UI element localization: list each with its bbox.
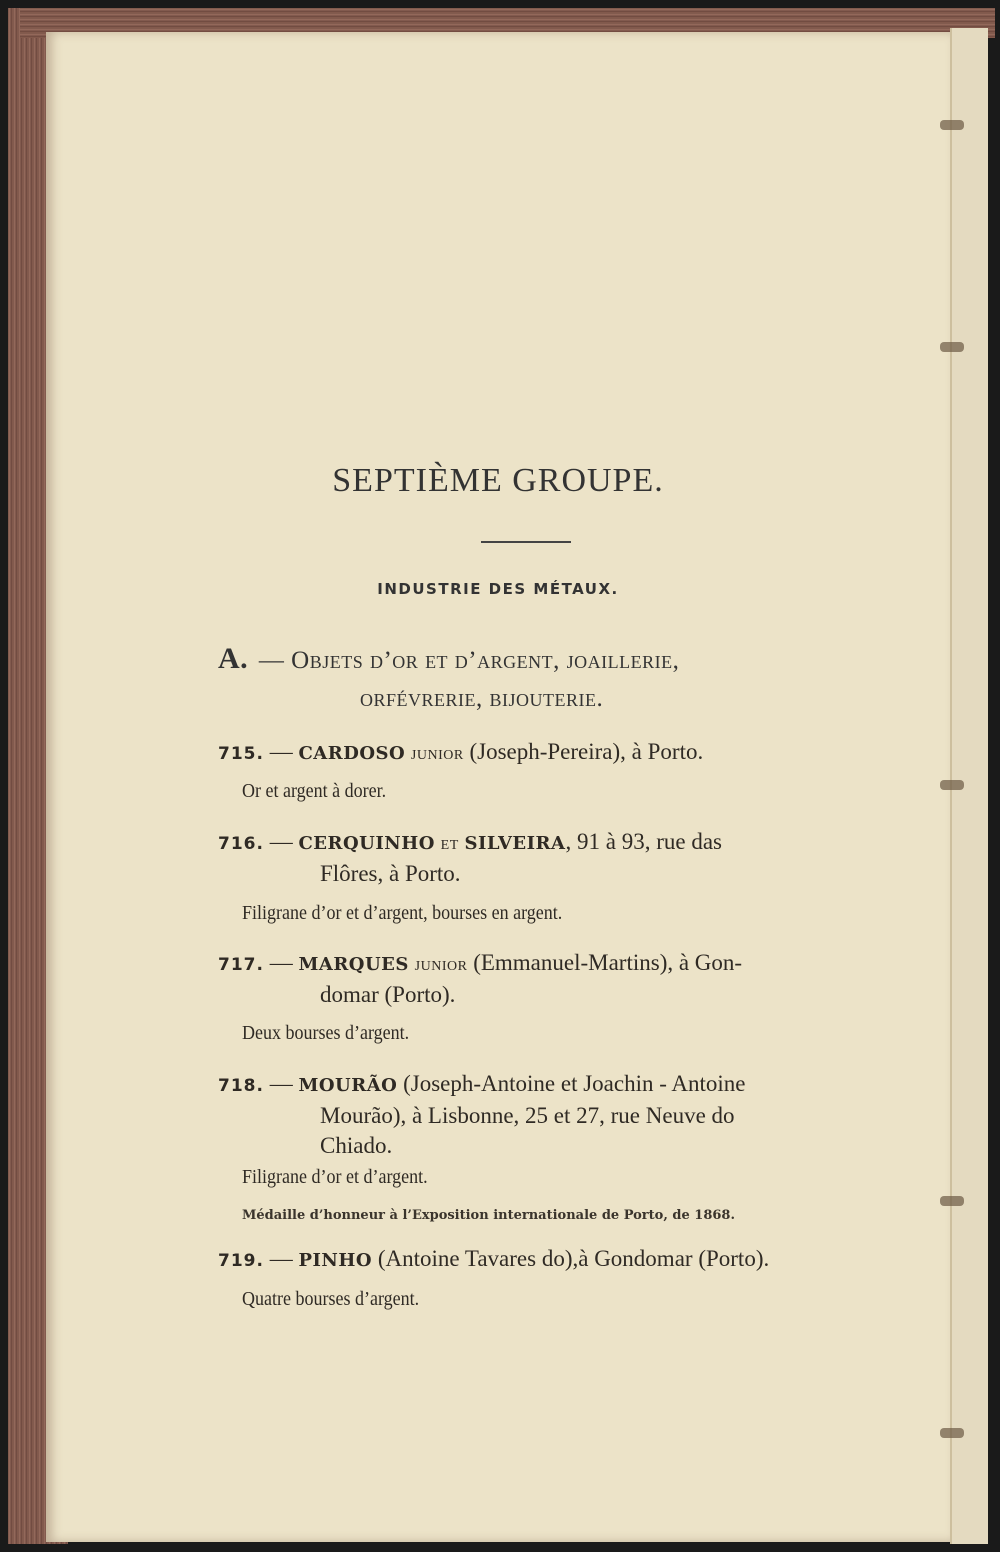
page-tab-marker xyxy=(940,1196,964,1206)
section-subtitle: INDUSTRIE DES MÉTAUX. xyxy=(377,580,619,598)
section-line1: Objets d’or et d’argent, joaillerie, xyxy=(291,647,680,674)
entry-description: Or et argent à dorer. xyxy=(242,780,387,802)
entry-description: Filigrane d’or et d’argent. xyxy=(242,1166,428,1188)
exhibitor-name: MOURÃO xyxy=(298,1075,398,1096)
section-dash: — xyxy=(258,647,285,674)
entry-description: Quatre bourses d’argent. xyxy=(242,1288,420,1310)
entry-716 xyxy=(218,827,858,889)
exhibitor-name: CERQUINHO xyxy=(298,833,435,854)
exhibitor-details-cont-2: Chiado. xyxy=(320,1133,393,1158)
entry-715 xyxy=(218,737,858,769)
exhibitor-details-cont: Flôres, à Porto. xyxy=(320,861,461,886)
entry-number: 716. xyxy=(218,834,264,854)
page-tab-marker xyxy=(940,780,964,790)
entry-description: Filigrane d’or et d’argent, bourses en argent. xyxy=(242,902,563,924)
entry-number: 718. xyxy=(218,1076,264,1096)
exhibitor-qualifier: junior xyxy=(414,953,468,975)
title-rule xyxy=(481,541,571,543)
exhibitor-details-cont: Mourão), à Lisbonne, 25 et 27, rue Neuve do xyxy=(320,1103,735,1128)
entry-number: 719. xyxy=(218,1251,264,1271)
exhibitor-details: (Emmanuel-Martins), à Gon- xyxy=(473,950,743,975)
medal-note: Médaille d’honneur à l’Exposition internationale de Porto, de 1868. xyxy=(242,1208,735,1223)
exhibitor-details-cont: domar (Porto). xyxy=(320,982,456,1007)
entry-number: 715. xyxy=(218,744,264,764)
page-tab-marker xyxy=(940,1428,964,1438)
entry-dash: — xyxy=(269,829,293,854)
entry-718 xyxy=(218,1069,858,1161)
exhibitor-name: CARDOSO xyxy=(298,743,406,764)
entry-717 xyxy=(218,948,858,1010)
entry-dash: — xyxy=(269,1246,293,1271)
exhibitor-qualifier: junior xyxy=(410,742,464,764)
section-line2: orfévrerie, bijouterie. xyxy=(360,685,604,712)
group-title: SEPTIÈME GROUPE. xyxy=(332,462,664,499)
exhibitor-connector: et xyxy=(440,832,459,854)
exhibitor-name-2: SILVEIRA xyxy=(464,833,566,854)
page-tab-marker xyxy=(940,342,964,352)
entry-719 xyxy=(218,1244,858,1276)
entry-dash: — xyxy=(269,739,293,764)
entry-number: 717. xyxy=(218,955,264,975)
exhibitor-details: , 91 à 93, rue das xyxy=(565,829,722,854)
page-tab-marker xyxy=(940,120,964,130)
entry-description: Deux bourses d’argent. xyxy=(242,1022,410,1044)
exhibitor-name: PINHO xyxy=(298,1250,373,1271)
exhibitor-name: MARQUES xyxy=(298,954,409,975)
exhibitor-details: (Joseph-Pereira), à Porto. xyxy=(469,739,704,764)
entry-dash: — xyxy=(269,1071,293,1096)
section-letter: A. xyxy=(218,642,249,675)
exhibitor-details: (Joseph-Antoine et Joachin - Antoine xyxy=(403,1071,746,1096)
section-heading xyxy=(218,640,868,718)
entry-dash: — xyxy=(269,950,293,975)
exhibitor-details: (Antoine Tavares do),à Gondomar (Porto). xyxy=(377,1246,770,1271)
